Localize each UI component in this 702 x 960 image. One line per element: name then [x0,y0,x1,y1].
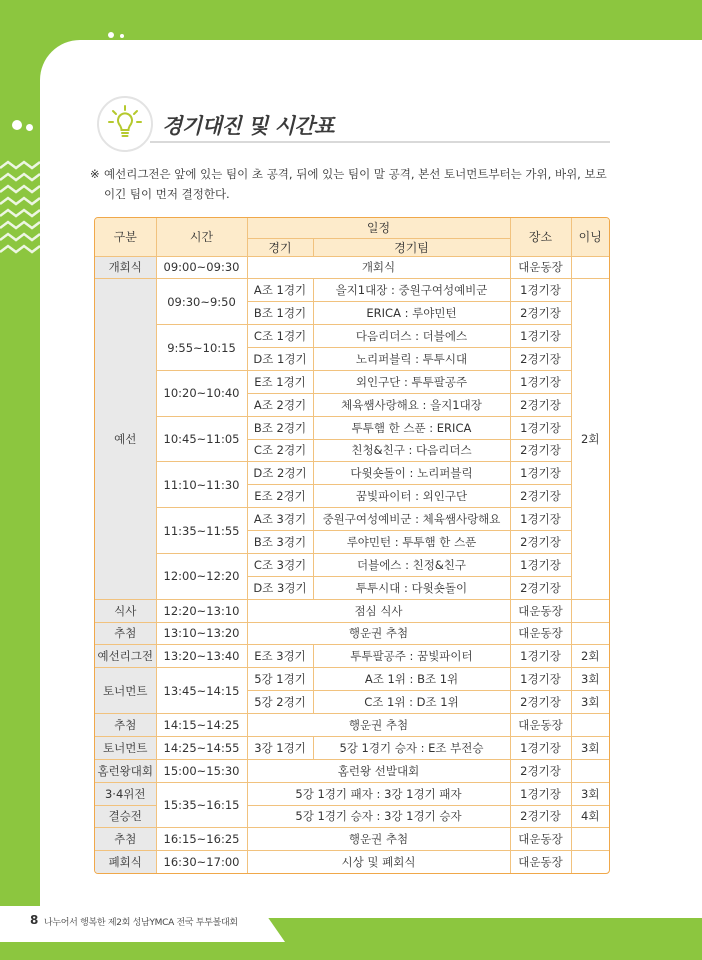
row-match: B조 1경기 [247,302,313,325]
header-match: 경기 [247,238,313,256]
row-venue: 1경기장 [510,370,571,393]
footer-title: 나누어서 행복한 제2회 성남YMCA 전국 투투볼대회 [44,918,238,928]
row-teams: 을지1대장 : 중원구여성예비군 [313,279,510,302]
row-category: 식사 [95,599,156,622]
row-venue: 1경기장 [510,668,571,691]
row-category: 결승전 [95,805,156,828]
row-teams: 친청&친구 : 다음리더스 [313,439,510,462]
row-time: 14:25~14:55 [156,736,247,759]
row-venue: 대운동장 [510,599,571,622]
row-teams: 투투햄 한 스푼 : ERICA [313,416,510,439]
header-schedule: 일정 [247,218,510,238]
row-match: D조 1경기 [247,348,313,371]
row-time: 11:35~11:55 [156,508,247,554]
row-inning: 3회 [571,782,609,805]
table-row [95,256,609,279]
table-row [95,462,609,485]
row-category: 3·4위전 [95,782,156,805]
lightbulb-icon [104,102,146,144]
row-inning [571,759,609,782]
row-teams: 더블에스 : 친정&친구 [313,553,510,576]
row-event: 시상 및 폐회식 [247,851,510,873]
row-category: 추첨 [95,828,156,851]
table-row [95,325,609,348]
row-inning: 3회 [571,736,609,759]
table-row [95,759,609,782]
decor-zigzag [0,160,40,270]
header-rule [150,141,610,143]
row-venue: 1경기장 [510,416,571,439]
row-teams: 다윗숏돌이 : 노리퍼블릭 [313,462,510,485]
row-time: 12:20~13:10 [156,599,247,622]
row-teams: 루야민턴 : 투투햄 한 스푼 [313,531,510,554]
row-inning: 3회 [571,668,609,691]
row-teams: 다음리더스 : 더블에스 [313,325,510,348]
row-teams: 노리퍼블릭 : 투투시대 [313,348,510,371]
row-time: 12:00~12:20 [156,553,247,599]
row-inning [571,256,609,279]
schedule-table-frame [94,217,610,874]
table-row [95,553,609,576]
row-time: 13:20~13:40 [156,645,247,668]
row-event: 5강 1경기 승자 : 3강 1경기 승자 [247,805,510,828]
row-venue: 1경기장 [510,508,571,531]
row-venue: 2경기장 [510,393,571,416]
row-teams: C조 1위 : D조 1위 [313,691,510,714]
row-category: 홈런왕대회 [95,759,156,782]
row-time: 09:00~09:30 [156,256,247,279]
row-event: 홈런왕 선발대회 [247,759,510,782]
decor-dot-medium [26,124,33,131]
schedule-table [95,218,609,873]
decor-dot-large [12,120,22,130]
table-row [95,736,609,759]
row-match: D조 2경기 [247,462,313,485]
row-event: 행운권 추첨 [247,714,510,737]
row-time: 10:45~11:05 [156,416,247,462]
row-venue: 1경기장 [510,645,571,668]
row-time: 11:10~11:30 [156,462,247,508]
row-match: C조 1경기 [247,325,313,348]
row-inning: 3회 [571,691,609,714]
row-match: C조 3경기 [247,553,313,576]
row-venue: 1경기장 [510,462,571,485]
row-venue: 2경기장 [510,485,571,508]
row-event: 5강 1경기 패자 : 3강 1경기 패자 [247,782,510,805]
page-number: 8 [30,913,39,927]
note-text: 예선리그전은 앞에 있는 팀이 초 공격, 뒤에 있는 팀이 말 공격, 본선 토너먼트부터는 가위, 바위, 보로 이긴 팀이 먼저 결정한다. [104,167,607,201]
row-venue: 대운동장 [510,256,571,279]
row-teams: ERICA : 루야민턴 [313,302,510,325]
row-match: A조 2경기 [247,393,313,416]
row-venue: 2경기장 [510,576,571,599]
table-row [95,416,609,439]
row-venue: 2경기장 [510,348,571,371]
decor-dot-small [108,32,114,38]
table-row [95,508,609,531]
row-inning: 4회 [571,805,609,828]
row-time: 14:15~14:25 [156,714,247,737]
row-category: 폐회식 [95,851,156,873]
row-event: 행운권 추첨 [247,828,510,851]
row-venue: 대운동장 [510,622,571,645]
header-category: 구분 [95,218,156,256]
row-teams: 중원구여성예비군 : 체육쌤사랑해요 [313,508,510,531]
row-event: 행운권 추첨 [247,622,510,645]
row-time: 9:55~10:15 [156,325,247,371]
row-teams: 외인구단 : 투투팔공주 [313,370,510,393]
row-category: 추첨 [95,714,156,737]
row-category: 개회식 [95,256,156,279]
row-teams: 5강 1경기 승자 : E조 부전승 [313,736,510,759]
header-teams: 경기팀 [313,238,510,256]
row-inning [571,622,609,645]
decor-dot-small [120,34,124,38]
table-row [95,622,609,645]
row-category: 예선 [95,279,156,599]
row-match: A조 1경기 [247,279,313,302]
row-match: E조 3경기 [247,645,313,668]
header-time: 시간 [156,218,247,256]
row-time: 15:00~15:30 [156,759,247,782]
row-venue: 2경기장 [510,691,571,714]
row-inning [571,599,609,622]
row-match: 5강 1경기 [247,668,313,691]
table-row [95,668,609,691]
row-match: E조 1경기 [247,370,313,393]
row-time: 15:35~16:15 [156,782,247,828]
row-venue: 대운동장 [510,828,571,851]
table-header-row [95,218,609,238]
row-venue: 1경기장 [510,736,571,759]
note-mark: ※ [90,167,100,181]
row-teams: 투투팔공주 : 꿈빛파이터 [313,645,510,668]
row-venue: 2경기장 [510,531,571,554]
row-inning [571,828,609,851]
row-match: B조 2경기 [247,416,313,439]
row-inning [571,714,609,737]
row-category: 예선리그전 [95,645,156,668]
row-venue: 2경기장 [510,759,571,782]
row-venue: 대운동장 [510,714,571,737]
row-category: 추첨 [95,622,156,645]
row-time: 16:15~16:25 [156,828,247,851]
row-match: C조 2경기 [247,439,313,462]
row-venue: 2경기장 [510,805,571,828]
row-match: B조 3경기 [247,531,313,554]
row-match: 3강 1경기 [247,736,313,759]
row-teams: 꿈빛파이터 : 외인구단 [313,485,510,508]
row-time: 09:30~9:50 [156,279,247,325]
table-row [95,782,609,805]
row-match: D조 3경기 [247,576,313,599]
table-row [95,599,609,622]
row-teams: 체육쌤사랑해요 : 을지1대장 [313,393,510,416]
row-time: 13:45~14:15 [156,668,247,714]
header-venue: 장소 [510,218,571,256]
table-row [95,279,609,302]
row-time: 10:20~10:40 [156,370,247,416]
table-row [95,370,609,393]
row-time: 13:10~13:20 [156,622,247,645]
row-match: A조 3경기 [247,508,313,531]
row-inning [571,851,609,873]
row-venue: 1경기장 [510,782,571,805]
table-row [95,851,609,873]
row-teams: A조 1위 : B조 1위 [313,668,510,691]
row-venue: 2경기장 [510,302,571,325]
row-time: 16:30~17:00 [156,851,247,873]
row-event: 점심 식사 [247,599,510,622]
row-venue: 1경기장 [510,553,571,576]
row-venue: 2경기장 [510,439,571,462]
row-event: 개회식 [247,256,510,279]
row-category: 토너먼트 [95,668,156,714]
row-teams: 투투시대 : 다윗숏돌이 [313,576,510,599]
page-title: 경기대진 및 시간표 [162,114,334,138]
rules-note [90,164,620,204]
header-inning: 이닝 [571,218,609,256]
row-venue: 1경기장 [510,279,571,302]
row-inning: 2회 [571,279,609,599]
row-match: E조 2경기 [247,485,313,508]
table-row [95,645,609,668]
table-row [95,714,609,737]
row-venue: 1경기장 [510,325,571,348]
row-category: 토너먼트 [95,736,156,759]
row-inning: 2회 [571,645,609,668]
table-row [95,828,609,851]
row-venue: 대운동장 [510,851,571,873]
row-match: 5강 2경기 [247,691,313,714]
